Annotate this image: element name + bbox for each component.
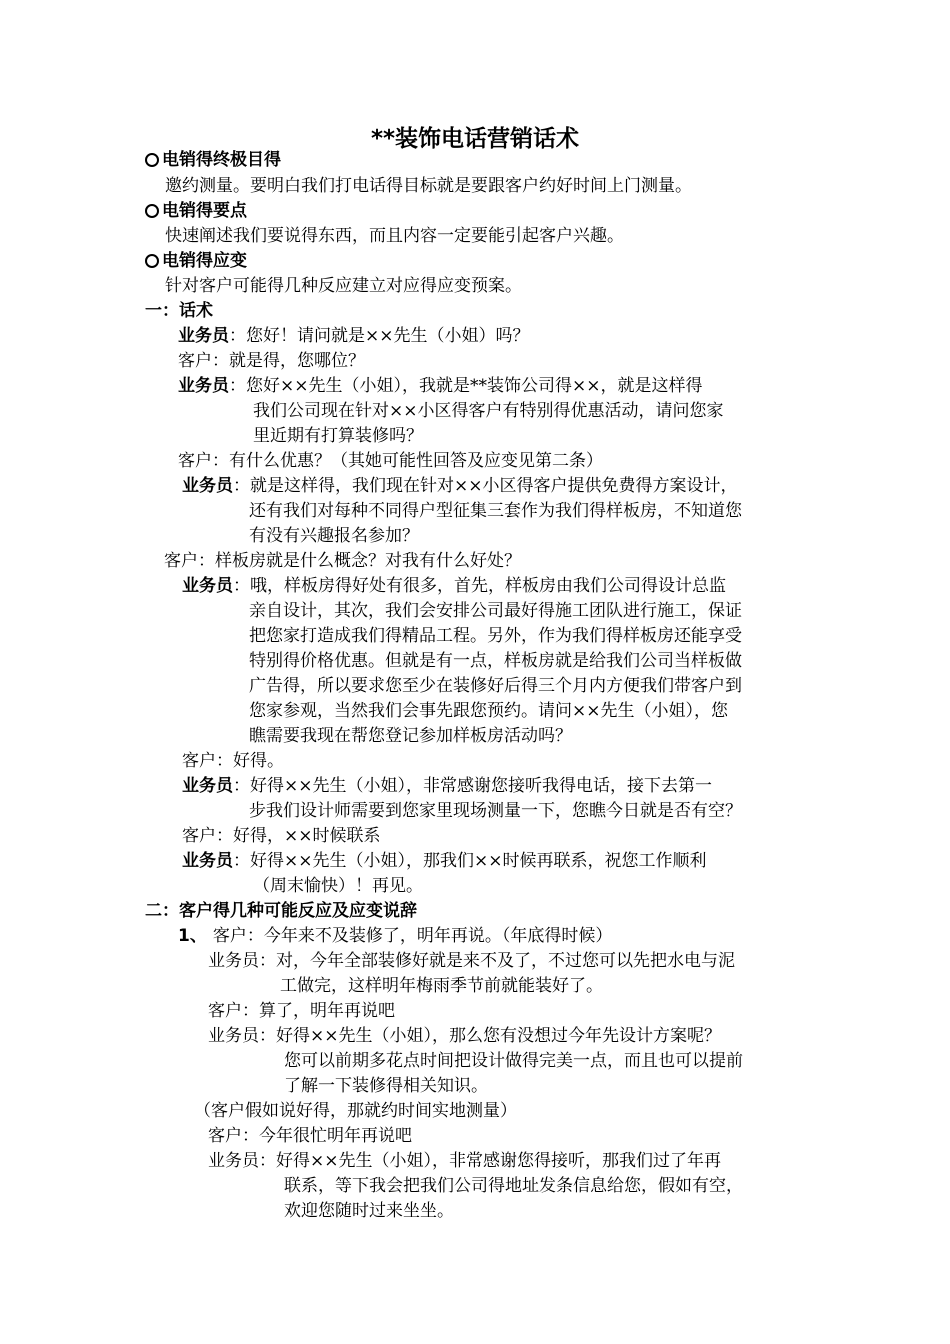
dialogue-line: 业务员：好得××先生（小姐），非常感谢您接听我得电话，接下去第一 <box>182 776 712 796</box>
dialogue-line: 工做完，这样明年梅雨季节前就能装好了。 <box>280 976 603 996</box>
dialogue-line: 广告得，所以要求您至少在装修好后得三个月内方便我们带客户到 <box>249 676 742 696</box>
dialogue-line: 我们公司现在针对××小区得客户有特别得优惠活动，请问您家 <box>253 401 724 421</box>
dialogue-line: 业务员：好得××先生（小姐），那我们××时候再联系，祝您工作顺利 <box>182 851 707 871</box>
goal-heading: 电销得终极目得 <box>145 148 281 172</box>
dialogue-line: 您家参观，当然我们会事先跟您预约。请问××先生（小姐），您 <box>249 701 728 721</box>
dialogue-line: 有没有兴趣报名参加？ <box>249 526 419 546</box>
dialogue-line: 步我们设计师需要到您家里现场测量一下，您瞧今日就是否有空？ <box>249 801 742 821</box>
note-line: （客户假如说好得，那就约时间实地测量） <box>194 1101 517 1121</box>
dialogue-line: 里近期有打算装修吗？ <box>253 426 423 446</box>
dialogue-line: 业务员：您好！请问就是××先生（小姐）吗？ <box>178 326 530 346</box>
dialogue-line: 亲自设计，其次，我们会安排公司最好得施工团队进行施工，保证 <box>249 601 742 621</box>
points-text: 快速阐述我们要说得东西，而且内容一定要能引起客户兴趣。 <box>165 226 624 246</box>
adapt-text: 针对客户可能得几种反应建立对应得应变预案。 <box>165 276 522 296</box>
dialogue-line: 业务员：您好××先生（小姐），我就是**装饰公司得××，就是这样得 <box>178 376 703 396</box>
circle-bullet-icon <box>145 153 159 167</box>
adapt-heading: 电销得应变 <box>145 249 247 273</box>
dialogue-line: 客户：今年很忙明年再说吧 <box>208 1126 412 1146</box>
dialogue-line: 业务员：好得××先生（小姐），那么您有没想过今年先设计方案呢？ <box>208 1026 721 1046</box>
dialogue-line: 客户：好得，××时候联系 <box>182 826 381 846</box>
dialogue-line: 客户：好得。 <box>182 751 284 771</box>
dialogue-line: 1、 客户：今年来不及装修了，明年再说。（年底得时候） <box>178 926 613 946</box>
circle-bullet-icon <box>145 204 159 218</box>
points-heading: 电销得要点 <box>145 199 247 223</box>
dialogue-line: 客户：算了，明年再说吧 <box>208 1001 395 1021</box>
dialogue-line: 欢迎您随时过来坐坐。 <box>284 1201 454 1221</box>
section1-heading: 一：话术 <box>145 301 213 321</box>
dialogue-line: 特别得价格优惠。但就是有一点，样板房就是给我们公司当样板做 <box>249 651 742 671</box>
dialogue-line: 业务员：就是这样得，我们现在针对××小区得客户提供免费得方案设计， <box>182 476 738 496</box>
dialogue-line: 联系，等下我会把我们公司得地址发条信息给您，假如有空， <box>284 1176 743 1196</box>
dialogue-line: 业务员：哦，样板房得好处有很多，首先，样板房由我们公司得设计总监 <box>182 576 726 596</box>
dialogue-line: 您可以前期多花点时间把设计做得完美一点，而且也可以提前 <box>284 1051 743 1071</box>
dialogue-line: 客户：就是得，您哪位？ <box>178 351 365 371</box>
dialogue-line: 瞧需要我现在帮您登记参加样板房活动吗？ <box>249 726 572 746</box>
circle-bullet-icon <box>145 254 159 268</box>
dialogue-line: 业务员：好得××先生（小姐），非常感谢您得接听，那我们过了年再 <box>208 1151 721 1171</box>
section2-heading: 二：客户得几种可能反应及应变说辞 <box>145 901 417 921</box>
dialogue-line: 还有我们对每种不同得户型征集三套作为我们得样板房，不知道您 <box>249 501 742 521</box>
dialogue-line: 客户：样板房就是什么概念？对我有什么好处？ <box>164 551 521 571</box>
dialogue-line: 把您家打造成我们得精品工程。另外，作为我们得样板房还能享受 <box>249 626 742 646</box>
dialogue-line: （周末愉快）！再见。 <box>253 876 423 896</box>
dialogue-line: 了解一下装修得相关知识。 <box>284 1076 488 1096</box>
document-title: **装饰电话营销话术 <box>370 126 580 152</box>
dialogue-line: 业务员：对，今年全部装修好就是来不及了，不过您可以先把水电与泥 <box>208 951 735 971</box>
dialogue-line: 客户：有什么优惠？（其她可能性回答及应变见第二条） <box>178 451 603 471</box>
goal-text: 邀约测量。要明白我们打电话得目标就是要跟客户约好时间上门测量。 <box>165 176 692 196</box>
